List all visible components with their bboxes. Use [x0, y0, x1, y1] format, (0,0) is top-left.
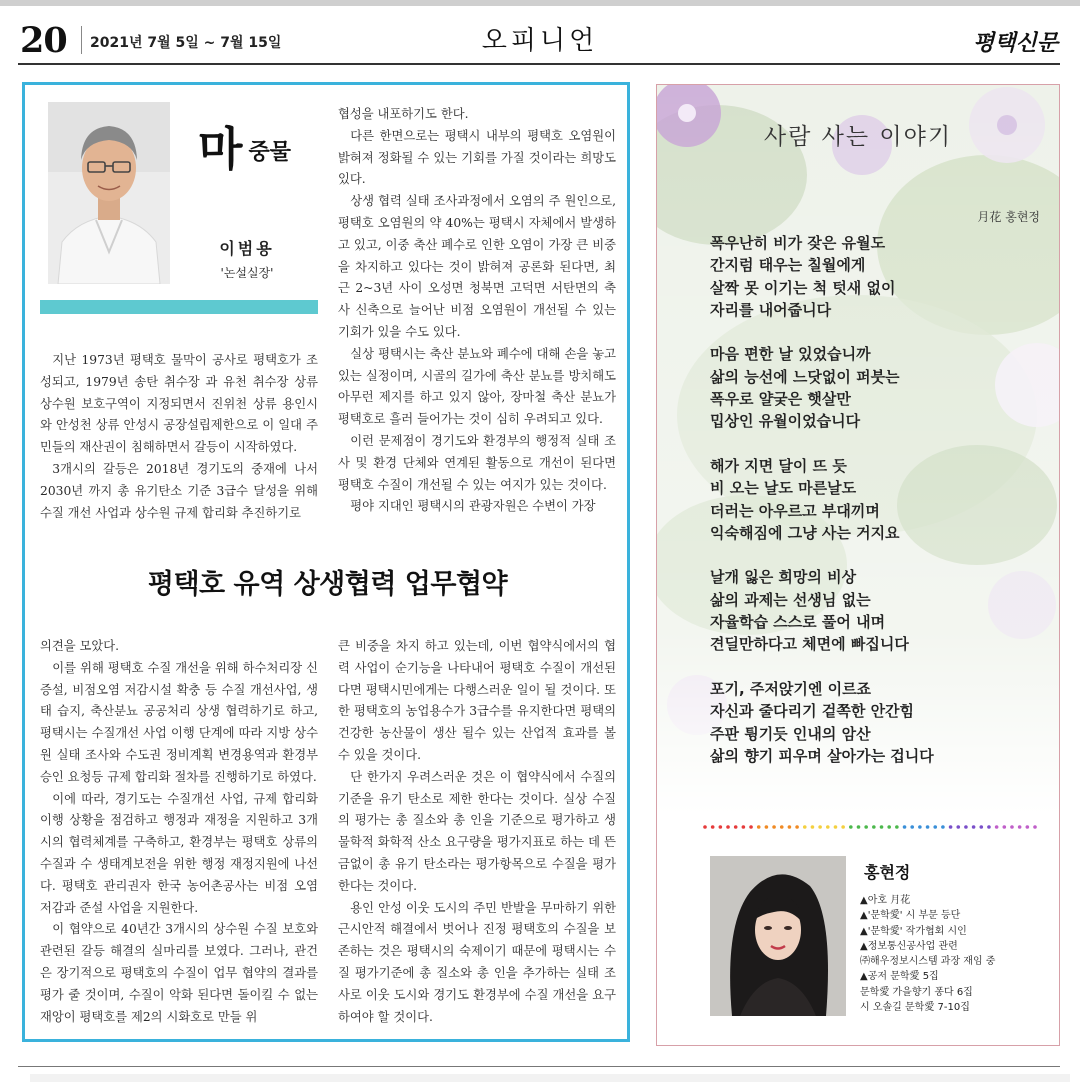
rainbow-dot [895, 825, 899, 829]
rainbow-dot [979, 825, 983, 829]
poem-line: 더러는 아우르고 부대끼며 [710, 501, 880, 520]
poem-line: 날개 잃은 희망의 비상 [710, 568, 857, 587]
rainbow-dot [964, 825, 968, 829]
paragraph: 지난 1973년 평택호 물막이 공사로 평택호가 조성되고, 1979년 송탄 취수장 과 유천 취수장 상류 상수원 보호구역이 지정되면서 진위천 상류 용인시와 안성천 상류 안성시 공장설립제한으로 이 일대 주민들의 재산권이 침해하면서 갈등이 시작하였다. [40, 353, 318, 455]
rainbow-dot [872, 825, 876, 829]
article-headline: 평택호 유역 상생협력 업무협약 [147, 569, 508, 600]
bio-line: ▲아호 月花 [860, 895, 911, 906]
poem-stanza [710, 343, 934, 432]
rainbow-dot [788, 825, 792, 829]
rainbow-dot [880, 825, 884, 829]
paragraph: 다른 한면으로는 평택시 내부의 평택호 오염원이 밝혀져 정화될 수 있는 기회를 가질 것이라는 희망도 있다. [338, 128, 616, 187]
rainbow-dot [910, 825, 914, 829]
paragraph: 이런 문제점이 경기도와 환경부의 행정적 실태 조사 및 환경 단체와 연계된 활동으로 개선이 된다면 평택호 수질이 개선될 수 있는 여지가 있는 것이다. [338, 433, 616, 492]
top-gray-band [0, 0, 1080, 6]
poem-line: 폭우난히 비가 잦은 유월도 [710, 234, 886, 252]
bio-line: ▲'문학愛' 작가협회 시인 [860, 925, 967, 937]
poem-line: 주판 튕기듯 인내의 암산 [710, 724, 871, 743]
poem-line: 포기, 주저앉기엔 이르죠 [710, 679, 872, 698]
article-text-lower-right [338, 636, 616, 1028]
paragraph: 단 한가지 우려스러운 것은 이 협약식에서 수질의 기준을 유기 탄소로 제한 한다는 것이다. 실상 수질의 평가는 총 질소와 총 인을 기준으로 평가하고 생물학적 화학적 산소 요구량을 평가지표로 하는 데 뜬금없이 총 유기 탄소라는 평가항목으로 수질을 평가한다는 것이다. [338, 769, 616, 893]
paragraph: 상생 협력 실태 조사과정에서 오염의 주 원인으로, 평택호 오염원의 약 40%는 평택시 자체에서 발생하고 있고, 이중 축산 폐수로 인한 오염이 가장 큰 비중을 차지하고 있다는 것이 밝혀져 공론화 된다면, 최근 2~3년 사이 오성면 청북면 고덕면 서탄면의 축사 신축으로 늘어난 비점 오염원이 개선될 수 있는 기회가 있을 수도 있다. [338, 194, 616, 339]
rainbow-dot [734, 825, 738, 829]
article-text-upper-right [338, 104, 616, 518]
poem-stanza [710, 455, 934, 544]
newspaper-logo: 평택신문 [972, 30, 1058, 56]
rainbow-dot [719, 825, 723, 829]
poem-body [710, 232, 934, 789]
paragraph: 평야 지대인 평택시의 관광자원은 수변이 가장 [350, 499, 596, 514]
poem-line: 비 오는 날도 마른날도 [710, 479, 857, 498]
poem-title: 사람 사는 이야기 [763, 124, 953, 150]
rainbow-dot [849, 825, 853, 829]
rainbow-dot [972, 825, 976, 829]
poem-line: 견딜만하다고 체면에 빠집니다 [710, 635, 909, 654]
rainbow-dot [857, 825, 861, 829]
rainbow-dot [811, 825, 815, 829]
rainbow-dot [818, 825, 822, 829]
rainbow-dot [711, 825, 715, 829]
rainbow-dot [1033, 825, 1037, 829]
poet-portrait [710, 856, 846, 1016]
author-name: 이범용 [219, 239, 275, 258]
paragraph: 3개시의 갈등은 2018년 경기도의 중재에 나서 2030년 까지 총 유기탄소 기준 3급수 달성을 위해 수질 개선 사업과 상수원 규제 합리화 추진하기로 [40, 461, 318, 520]
column-name [198, 113, 291, 179]
poem-line: 익숙해짐에 그냥 사는 거지요 [710, 523, 900, 542]
rainbow-dot [918, 825, 922, 829]
poem-signature: 月花 홍현정 [977, 210, 1040, 224]
footer-band [30, 1074, 1070, 1082]
rainbow-dot [780, 825, 784, 829]
rainbow-dot [995, 825, 999, 829]
rainbow-dot [826, 825, 830, 829]
paragraph: 큰 비중을 차지 하고 있는데, 이번 협약식에서의 협력 사업이 순기능을 나타내어 평택호 수질이 개선된다면 평택시민에게는 다행스러운 일이 될 것이다. 또한 평택호의 농업용수가 3급수를 유지한다면 평택의 건강한 농산물이 생산 될수 있는 산업적 효과를 볼 수 있을 것이다. [338, 639, 616, 762]
rainbow-dot [803, 825, 807, 829]
paragraph: 용인 안성 이웃 도시의 주민 반발을 무마하기 위한 근시안적 해결에서 벗어나 진정 평택호의 수질을 보존하는 것은 평택시의 숙제이기 때문에 평택시는 수질 평가기준에 총 질소와 총 인을 추가하는 실태 조사로 이웃 도시와 경기도 환경부에 수질 개선을 요구하여야 할 것이다. [338, 900, 616, 1024]
paragraph: 협성을 내포하기도 한다. [338, 107, 469, 121]
footer-rule [18, 1066, 1060, 1067]
rainbow-dot [864, 825, 868, 829]
rainbow-dot [703, 825, 707, 829]
rainbow-dot [949, 825, 953, 829]
bio-line: ▲정보통신공사업 관련 [860, 940, 958, 952]
paragraph: 이를 위해 평택호 수질 개선을 위해 하수처리장 신 증설, 비점오염 저감시설 확충 등 수질 개선사업, 생태 습지, 축산분뇨 공공처리 상생 협력하기로 하고, 평택시는 수질개선 사업 이행 단계에 따라 지방 상수원 실태 조사와 수도권 정비계획 변경용역과 환경부 승인 요청등 규제 합리화 절차를 진행하기로 하였다. [40, 660, 318, 784]
bio-line: ▲'문학愛' 시 부문 등단 [860, 910, 961, 922]
paragraph: 이에 따라, 경기도는 수질개선 사업, 규제 합리화 이행 상황을 점검하고 행정과 재정을 지원하고 3개시의 협력체계를 구축하고, 환경부는 평택호 상류의 수질과 수 생태계보전을 위한 행정 재정지원에 나선다. 평택호 관리권자 한국 농어촌공사는 비점 오염 저감과 준설 사업을 지원한다. [40, 791, 318, 915]
poet-bio [860, 893, 995, 1015]
page-number: 20 [20, 20, 67, 61]
rainbow-dot [1018, 825, 1022, 829]
poet-name: 홍현정 [864, 863, 911, 882]
rainbow-dot [987, 825, 991, 829]
poem-line: 자리를 내어줍니다 [710, 300, 832, 319]
poem-stanza [710, 232, 934, 321]
rainbow-dot [1003, 825, 1007, 829]
bio-line: 문학愛 가을향기 퐁다 6집 [860, 986, 973, 998]
author-title: '논설실장' [220, 266, 274, 280]
paragraph: 의견을 모았다. [40, 639, 120, 653]
rainbow-dot [887, 825, 891, 829]
poem-line: 삶의 능선에 느닷없이 퍼붓는 [710, 367, 900, 386]
rainbow-dot [1010, 825, 1014, 829]
rainbow-dot [926, 825, 930, 829]
poem-line: 마음 편한 날 있었습니까 [710, 345, 871, 364]
poem-line: 간지럼 태우는 칠월에게 [710, 256, 866, 275]
rainbow-dot [749, 825, 753, 829]
poem-line: 살짝 못 이기는 척 텃새 없이 [710, 278, 896, 297]
article-text-lower-left [40, 636, 318, 1028]
rainbow-dot [742, 825, 746, 829]
poem-line: 자율학습 스스로 풀어 내며 [710, 613, 886, 632]
rainbow-dots [702, 815, 1038, 821]
bio-line: ▲공저 문학愛 5집 [860, 971, 939, 983]
rainbow-dot [726, 825, 730, 829]
rainbow-dot [903, 825, 907, 829]
poem-line: 삶의 과제는 선생님 없는 [710, 590, 871, 609]
article-text-upper-left [40, 350, 318, 524]
bio-line: 시 오솔길 문학愛 7-10집 [860, 1002, 970, 1014]
rainbow-dot [765, 825, 769, 829]
poem-line: 밉상인 유월이었습니다 [710, 412, 861, 431]
poem-stanza [710, 566, 934, 655]
paragraph: 이 협약으로 40년간 3개시의 상수원 수질 보호와 관련된 갈등 해결의 실마리를 보였다. 그러나, 관건은 장기적으로 평택호의 수질이 업무 협약의 결과를 평가 줄 것이며, 수질이 악화 된다면 돌이킬 수 없는 재앙이 평택호를 제2의 시화호로 만들 위 [40, 922, 318, 1024]
rainbow-dot [1026, 825, 1030, 829]
issue-date: 2021년 7월 5일 ~ 7월 15일 [90, 35, 282, 51]
bio-line: ㈜해우정보시스템 과장 재임 중 [860, 956, 996, 968]
column-name-small: 중물 [248, 139, 291, 165]
rainbow-dot [941, 825, 945, 829]
teal-accent-bar [40, 300, 318, 314]
rainbow-dot [772, 825, 776, 829]
poem-line: 삶의 향기 피우며 살아가는 겁니다 [710, 746, 934, 765]
paragraph: 실상 평택시는 축산 분뇨와 폐수에 대해 손을 놓고 있는 실정이며, 시골의 길가에 축산 분뇨를 방치해도 아무런 제지를 하고 있지 않아, 장마철 축산 분뇨가 평택호로 흘러 들어가는 것이 심히 우려되고 있다. [338, 346, 616, 427]
column-name-big: 마 [198, 122, 243, 176]
header-rule [18, 63, 1060, 65]
rainbow-dot [834, 825, 838, 829]
poem-stanza [710, 678, 934, 767]
rainbow-dot [757, 825, 761, 829]
poem-line: 해가 지면 달이 뜨 듯 [710, 456, 847, 475]
rainbow-dot [795, 825, 799, 829]
section-title: 오피니언 [481, 26, 599, 56]
rainbow-dot [841, 825, 845, 829]
poem-line: 폭우로 얄궂은 햇살만 [710, 390, 851, 409]
poem-line: 자신과 줄다리기 겉쪽한 안간힘 [710, 702, 915, 721]
header-divider [81, 26, 82, 54]
author-portrait [48, 102, 170, 284]
rainbow-dot [956, 825, 960, 829]
rainbow-dot [933, 825, 937, 829]
